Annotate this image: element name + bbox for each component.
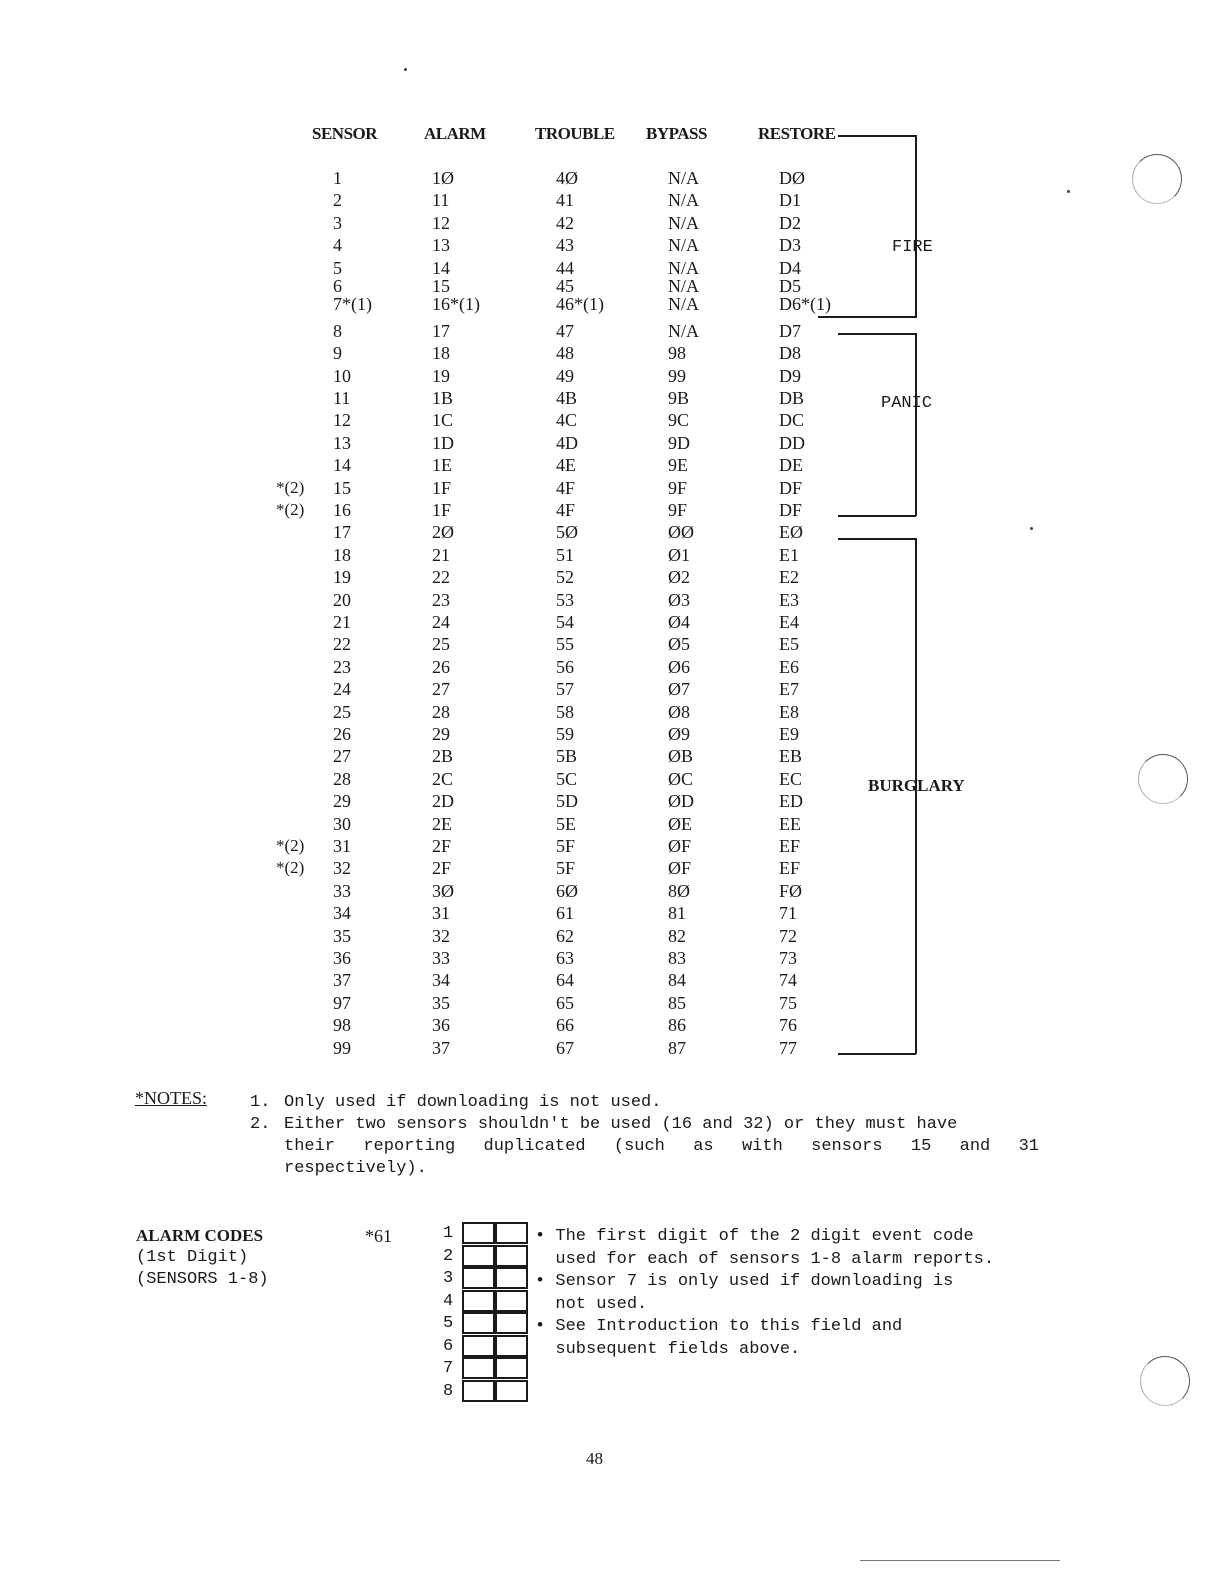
cell-sensor: 10: [333, 365, 351, 386]
cell-bypass: 85: [668, 992, 686, 1013]
cell-alarm: 11: [432, 190, 450, 211]
cell-sensor: 15: [333, 477, 351, 498]
cell-restore: EE: [779, 813, 801, 834]
cell-sensor: 36: [333, 948, 351, 968]
cell-trouble: 4F: [556, 500, 576, 520]
cell-restore: 76: [779, 1015, 797, 1036]
cell-restore: DD: [779, 432, 805, 453]
cell-trouble: 41: [556, 190, 574, 211]
group-label-panic: PANIC: [881, 394, 933, 413]
code-digit-box[interactable]: [495, 1312, 528, 1334]
cell-trouble: 42: [556, 212, 574, 233]
header-sensor: SENSOR: [312, 124, 378, 143]
cell-sensor: 17: [333, 522, 351, 543]
footnote-marker: *(2): [276, 500, 305, 519]
code-digit-box[interactable]: [462, 1290, 495, 1312]
cell-bypass: 87: [668, 1037, 686, 1058]
cell-bypass: Ø3: [668, 589, 690, 610]
description-line: subsequent fields above.: [535, 1340, 801, 1359]
description-line: not used.: [535, 1294, 648, 1314]
code-digit-box[interactable]: [495, 1357, 528, 1379]
description-line: • The first digit of the 2 digit event code: [535, 1227, 974, 1246]
cell-bypass: N/A: [668, 276, 699, 296]
cell-bypass: 84: [668, 970, 686, 991]
cell-sensor: 98: [333, 1015, 351, 1036]
cell-sensor: 19: [333, 567, 351, 588]
cell-restore: EB: [779, 746, 803, 767]
cell-trouble: 44: [556, 257, 574, 278]
cell-trouble: 47: [556, 320, 574, 341]
cell-alarm: 2D: [432, 791, 454, 812]
cell-trouble: 4C: [556, 410, 578, 431]
cell-trouble: 64: [556, 970, 574, 991]
cell-restore: D3: [779, 235, 801, 256]
cell-sensor: 3: [333, 212, 342, 233]
box-number: 7: [443, 1359, 454, 1378]
code-digit-box[interactable]: [495, 1222, 528, 1244]
cell-sensor: 20: [333, 589, 351, 610]
cell-trouble: 52: [556, 567, 574, 588]
cell-sensor: 18: [333, 544, 351, 565]
cell-sensor: 14: [333, 455, 351, 476]
cell-trouble: 5Ø: [556, 522, 578, 543]
cell-trouble: 65: [556, 992, 574, 1013]
cell-alarm: 1E: [432, 455, 452, 476]
cell-restore: E6: [779, 656, 799, 677]
cell-bypass: N/A: [668, 320, 699, 341]
cell-alarm: 25: [432, 634, 450, 655]
cell-sensor: 35: [333, 925, 351, 946]
cell-restore: 75: [779, 992, 797, 1013]
cell-alarm: 3Ø: [432, 880, 454, 901]
cell-trouble: 51: [556, 544, 574, 565]
cell-restore: D4: [779, 257, 801, 278]
cell-sensor: 12: [333, 410, 351, 431]
cell-trouble: 4E: [556, 455, 576, 476]
cell-alarm: 2F: [432, 858, 452, 879]
cell-bypass: 9E: [668, 455, 688, 476]
cell-trouble: 4Ø: [556, 168, 578, 188]
cell-restore: 77: [779, 1037, 797, 1058]
cell-trouble: 6Ø: [556, 880, 578, 901]
cell-bypass: N/A: [668, 212, 699, 233]
cell-alarm: 1Ø: [432, 168, 454, 188]
cell-trouble: 49: [556, 365, 574, 386]
cell-alarm: 34: [432, 970, 450, 991]
cell-bypass: ØF: [668, 858, 692, 879]
cell-bypass: N/A: [668, 294, 699, 315]
code-digit-box[interactable]: [495, 1335, 528, 1357]
cell-trouble: 43: [556, 235, 574, 256]
code-digit-box[interactable]: [462, 1357, 495, 1379]
box-number: 6: [443, 1336, 454, 1356]
cell-sensor: 21: [333, 612, 351, 632]
cell-sensor: 11: [333, 388, 351, 408]
box-number: 8: [443, 1381, 454, 1401]
cell-alarm: 24: [432, 612, 450, 632]
field-number: *61: [365, 1226, 392, 1246]
cell-alarm: 22: [432, 567, 450, 588]
cell-sensor: 29: [333, 791, 351, 812]
cell-restore: DF: [779, 477, 803, 498]
group-label-fire: FIRE: [892, 238, 933, 257]
note-2-line-2: their reporting duplicated (such as with sensors 15 and 31: [284, 1137, 1039, 1156]
note-1-text: Only used if downloading is not used.: [284, 1093, 662, 1112]
cell-alarm: 18: [432, 343, 450, 364]
cell-bypass: 8Ø: [668, 880, 690, 901]
cell-restore: E5: [779, 634, 799, 655]
alarm-codes-subtitle-2: (SENSORS 1-8): [136, 1270, 269, 1289]
code-digit-box[interactable]: [462, 1335, 495, 1357]
code-digit-box[interactable]: [462, 1267, 495, 1289]
note-2-line-1: Either two sensors shouldn't be used (16 and 32) or they must have: [284, 1115, 958, 1134]
cell-trouble: 61: [556, 903, 574, 924]
cell-bypass: Ø7: [668, 679, 690, 700]
cell-restore: FØ: [779, 880, 803, 901]
cell-bypass: N/A: [668, 190, 699, 211]
cell-bypass: 86: [668, 1015, 686, 1036]
cell-restore: E2: [779, 567, 799, 588]
cell-alarm: 13: [432, 235, 450, 256]
cell-sensor: 25: [333, 701, 351, 722]
cell-restore: 71: [779, 903, 797, 924]
alarm-codes-title: ALARM CODES: [136, 1226, 264, 1245]
footnote-marker: *(2): [276, 836, 305, 855]
code-digit-box[interactable]: [462, 1312, 495, 1334]
cell-alarm: 12: [432, 212, 450, 233]
box-number: 1: [443, 1224, 454, 1243]
cell-bypass: ØE: [668, 813, 692, 834]
cell-bypass: Ø4: [668, 612, 690, 632]
cell-sensor: 1: [333, 168, 342, 188]
cell-bypass: 9F: [668, 477, 688, 498]
cell-trouble: 59: [556, 724, 574, 744]
cell-alarm: 26: [432, 656, 450, 677]
cell-restore: D6*(1): [779, 294, 831, 315]
cell-alarm: 33: [432, 948, 450, 968]
cell-bypass: ØØ: [668, 522, 694, 543]
code-digit-box[interactable]: [495, 1245, 528, 1267]
cell-sensor: 97: [333, 992, 351, 1013]
code-digit-box[interactable]: [495, 1380, 528, 1402]
bottom-rule: [860, 1560, 1060, 1561]
cell-alarm: 36: [432, 1015, 450, 1036]
cell-restore: E4: [779, 612, 799, 632]
description-line: used for each of sensors 1-8 alarm reports.: [535, 1249, 995, 1269]
cell-sensor: 30: [333, 813, 351, 834]
cell-restore: DØ: [779, 168, 805, 188]
box-number: 5: [443, 1314, 454, 1333]
cell-alarm: 29: [432, 724, 450, 744]
cell-alarm: 2C: [432, 768, 454, 789]
cell-sensor: 34: [333, 903, 351, 924]
cell-sensor: 24: [333, 679, 351, 700]
code-digit-box[interactable]: [462, 1380, 495, 1402]
cell-trouble: 56: [556, 656, 574, 677]
cell-sensor: 6: [333, 276, 342, 296]
cell-alarm: 1B: [432, 388, 454, 408]
cell-alarm: 2F: [432, 836, 452, 856]
cell-bypass: ØD: [668, 791, 694, 812]
cell-restore: EF: [779, 858, 801, 879]
cell-trouble: 45: [556, 276, 574, 296]
cell-restore: D5: [779, 276, 801, 296]
cell-sensor: 16: [333, 500, 351, 520]
cell-bypass: 9F: [668, 500, 688, 520]
cell-trouble: 48: [556, 343, 574, 364]
cell-bypass: 9D: [668, 432, 690, 453]
cell-trouble: 4F: [556, 477, 576, 498]
scan-speck: [1030, 527, 1033, 530]
cell-trouble: 5E: [556, 813, 576, 834]
cell-sensor: 4: [333, 235, 342, 256]
cell-restore: D9: [779, 365, 801, 386]
cell-alarm: 2B: [432, 746, 454, 767]
cell-alarm: 1D: [432, 432, 454, 453]
cell-bypass: ØF: [668, 836, 692, 856]
cell-bypass: Ø2: [668, 567, 690, 588]
cell-sensor: 32: [333, 858, 351, 879]
cell-bypass: ØC: [668, 768, 694, 789]
header-trouble: TROUBLE: [535, 124, 615, 143]
cell-restore: E1: [779, 544, 799, 565]
cell-trouble: 5C: [556, 768, 578, 789]
cell-trouble: 53: [556, 589, 574, 610]
cell-bypass: 9C: [668, 410, 690, 431]
cell-restore: DE: [779, 455, 803, 476]
cell-sensor: 9: [333, 343, 342, 364]
cell-alarm: 23: [432, 589, 450, 610]
cell-restore: D1: [779, 190, 801, 211]
cell-restore: DC: [779, 410, 805, 431]
binder-hole: [1140, 1356, 1190, 1406]
cell-restore: DB: [779, 388, 805, 408]
cell-sensor: 26: [333, 724, 351, 744]
cell-restore: 72: [779, 925, 797, 946]
cell-bypass: 81: [668, 903, 686, 924]
cell-sensor: 23: [333, 656, 351, 677]
cell-restore: D8: [779, 343, 801, 364]
cell-alarm: 14: [432, 257, 450, 278]
group-label-burglary: BURGLARY: [868, 776, 965, 795]
description-line: • See Introduction to this field and: [535, 1317, 903, 1337]
cell-alarm: 19: [432, 365, 450, 386]
box-number: 2: [443, 1246, 454, 1266]
header-bypass: BYPASS: [646, 124, 707, 143]
cell-alarm: 31: [432, 903, 450, 924]
cell-trouble: 46*(1): [556, 294, 604, 315]
cell-restore: EC: [779, 768, 803, 789]
cell-restore: D2: [779, 212, 801, 233]
cell-trouble: 5D: [556, 791, 578, 812]
cell-restore: 74: [779, 970, 797, 991]
cell-sensor: 31: [333, 836, 351, 856]
cell-bypass: Ø5: [668, 634, 690, 655]
cell-restore: EØ: [779, 522, 803, 543]
cell-restore: 73: [779, 948, 797, 968]
cell-restore: E8: [779, 701, 799, 722]
cell-bypass: 83: [668, 948, 686, 968]
cell-sensor: 22: [333, 634, 351, 655]
cell-bypass: N/A: [668, 257, 699, 278]
cell-bypass: 99: [668, 365, 686, 386]
footnote-marker: *(2): [276, 477, 305, 497]
cell-restore: DF: [779, 500, 803, 520]
cell-restore: E7: [779, 679, 799, 700]
box-number: 3: [443, 1269, 454, 1288]
cell-bypass: Ø9: [668, 724, 690, 744]
cell-bypass: N/A: [668, 168, 699, 188]
cell-sensor: 7*(1): [333, 294, 372, 315]
cell-alarm: 28: [432, 701, 450, 722]
note-1-number: 1.: [250, 1093, 271, 1112]
cell-bypass: N/A: [668, 235, 699, 256]
scan-speck: [1067, 190, 1070, 193]
cell-trouble: 58: [556, 701, 574, 722]
page-number: 48: [586, 1449, 603, 1468]
cell-alarm: 17: [432, 320, 450, 341]
cell-alarm: 35: [432, 992, 450, 1013]
cell-trouble: 4B: [556, 388, 578, 408]
cell-trouble: 62: [556, 925, 574, 946]
description-line: • Sensor 7 is only used if downloading is: [535, 1272, 954, 1292]
cell-trouble: 5F: [556, 858, 576, 879]
cell-trouble: 5F: [556, 836, 576, 856]
cell-trouble: 55: [556, 634, 574, 655]
header-restore: RESTORE: [758, 124, 836, 143]
cell-sensor: 99: [333, 1037, 351, 1058]
cell-restore: E9: [779, 724, 799, 744]
code-digit-box[interactable]: [495, 1267, 528, 1289]
cell-sensor: 37: [333, 970, 351, 991]
cell-sensor: 28: [333, 768, 351, 789]
cell-restore: D7: [779, 320, 801, 341]
notes-heading: *NOTES:: [135, 1088, 207, 1108]
code-digit-box[interactable]: [495, 1290, 528, 1312]
cell-trouble: 4D: [556, 432, 578, 453]
cell-alarm: 32: [432, 925, 450, 946]
cell-bypass: 9B: [668, 388, 690, 408]
code-digit-box[interactable]: [462, 1222, 495, 1244]
footnote-marker: *(2): [276, 858, 305, 878]
cell-alarm: 1C: [432, 410, 454, 431]
cell-restore: EF: [779, 836, 801, 856]
cell-alarm: 1F: [432, 477, 452, 498]
cell-bypass: ØB: [668, 746, 694, 767]
cell-restore: E3: [779, 589, 799, 610]
cell-restore: ED: [779, 791, 803, 812]
cell-sensor: 2: [333, 190, 342, 211]
header-alarm: ALARM: [424, 124, 486, 143]
cell-alarm: 16*(1): [432, 294, 480, 315]
box-number: 4: [443, 1291, 454, 1311]
note-2-line-3: respectively).: [284, 1159, 427, 1178]
binder-hole: [1138, 754, 1188, 804]
cell-sensor: 5: [333, 257, 342, 278]
note-2-number: 2.: [250, 1115, 271, 1134]
scan-speck: [404, 68, 407, 71]
cell-alarm: 27: [432, 679, 450, 700]
cell-alarm: 37: [432, 1037, 450, 1058]
cell-trouble: 66: [556, 1015, 574, 1036]
cell-bypass: 82: [668, 925, 686, 946]
cell-sensor: 27: [333, 746, 351, 767]
cell-alarm: 15: [432, 276, 450, 296]
cell-sensor: 8: [333, 320, 342, 341]
cell-trouble: 57: [556, 679, 574, 700]
cell-bypass: 98: [668, 343, 686, 364]
cell-sensor: 33: [333, 880, 351, 901]
binder-hole: [1132, 154, 1182, 204]
cell-alarm: 2E: [432, 813, 452, 834]
cell-bypass: Ø1: [668, 544, 690, 565]
cell-bypass: Ø8: [668, 701, 690, 722]
cell-sensor: 13: [333, 432, 351, 453]
cell-alarm: 1F: [432, 500, 452, 520]
cell-alarm: 21: [432, 544, 450, 565]
cell-trouble: 67: [556, 1037, 574, 1058]
cell-alarm: 2Ø: [432, 522, 454, 543]
alarm-codes-subtitle-1: (1st Digit): [136, 1248, 249, 1267]
code-digit-box[interactable]: [462, 1245, 495, 1267]
cell-trouble: 5B: [556, 746, 578, 767]
cell-trouble: 63: [556, 948, 574, 968]
cell-bypass: Ø6: [668, 656, 690, 677]
cell-trouble: 54: [556, 612, 574, 632]
